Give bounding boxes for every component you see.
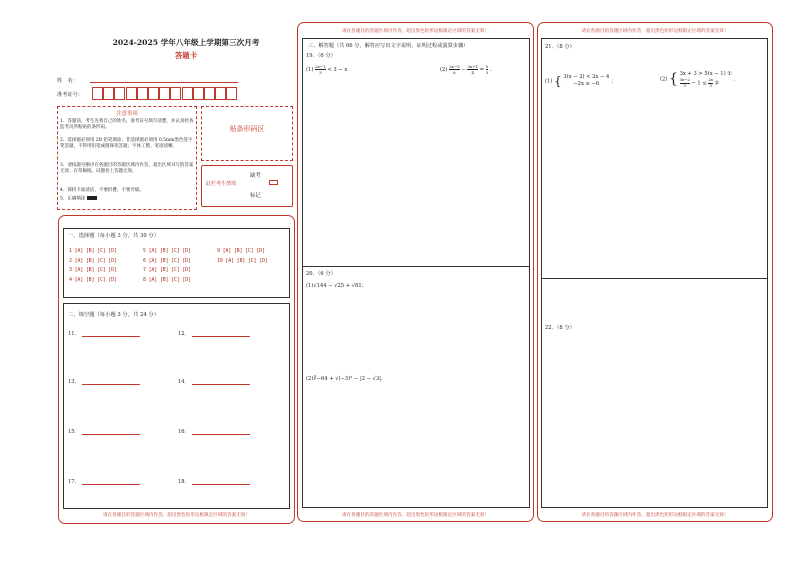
q19-part1	[306, 64, 347, 75]
q19-label: 19．（6 分）	[306, 53, 336, 59]
q19-p2-prefix: (2)	[440, 67, 448, 73]
section2-frame	[63, 303, 290, 509]
q19-p2-equals: =	[479, 67, 485, 73]
exam-id-cell[interactable]	[226, 87, 237, 100]
absent-mark-box[interactable]	[269, 180, 278, 185]
notice-item-2: 2．选择题必须用 2B 铅笔填涂；非选择题必须用 0.5mm黑色签字笔答题，不得用铅笔或圆珠笔答题；字体工整、笔迹清晰。	[60, 138, 193, 150]
q21-p2-numerator-1: 3x−2	[679, 77, 690, 82]
q21-p2-line2	[680, 78, 732, 88]
absent-label-bottom: 标记	[250, 193, 261, 199]
fill-number: 13．	[68, 379, 80, 385]
q21-p2-fraction-1	[680, 78, 690, 88]
fill-answer-line[interactable]	[192, 434, 250, 435]
choice-row[interactable]: 4 [A] [B] [C] [D]	[69, 276, 117, 283]
name-label: 姓 名：	[57, 78, 78, 84]
fill-number: 17．	[68, 479, 80, 485]
section1-title: 一、选择题（每小题 3 分，共 30 分）	[68, 233, 160, 239]
fill-number: 11．	[68, 331, 80, 337]
q19-p1-fraction	[315, 64, 326, 75]
q20-part1: (1)√144 − √25 + √81；	[306, 283, 367, 289]
notice-item-4: 4．保持卡面清洁，不要折叠、不要弄破。	[60, 188, 144, 193]
exam-id-cell[interactable]	[182, 87, 193, 100]
choice-row[interactable]: 10 [A] [B] [C] [D]	[217, 257, 268, 264]
notice-item-5	[60, 196, 194, 203]
choice-row[interactable]: 9 [A] [B] [C] [D]	[217, 248, 265, 254]
q21-p2-denominator-2: 3	[709, 82, 712, 88]
q21-p2-end: .	[733, 76, 736, 83]
q21-p1-line2: −2x ≥ −6	[573, 81, 600, 87]
exam-id-cell[interactable]	[193, 87, 204, 100]
q19-p1-rest: < 3 − x	[327, 67, 348, 73]
choice-row[interactable]: 1 [A] [B] [C] [D]	[69, 248, 117, 254]
q21-p2-line2-end: ②	[714, 80, 720, 87]
q19-p2-minus: −	[461, 67, 466, 73]
q20-part2: (2)∛−64 + √(−3)² − |2 − √3|.	[306, 376, 383, 382]
warning-col2-bottom: 请在各题目的答题区域内作答，超出黑色矩形边框限定区域的答案无效！	[341, 513, 489, 518]
choice-row[interactable]: 2 [A] [B] [C] [D]	[69, 257, 117, 264]
q21-p2-denominator-1: 3	[683, 82, 686, 88]
fill-answer-line[interactable]	[82, 384, 140, 385]
exam-title: 2024-2025 学年八年级上学期第三次月考	[112, 38, 260, 47]
q19-p2-fraction-2	[467, 64, 478, 75]
q19-p2-numerator-1: 2x−5	[449, 64, 460, 69]
fill-number: 12．	[178, 331, 190, 337]
q21-p2-fraction-2	[708, 78, 713, 88]
q19-p2-numerator-2: 3x+1	[467, 64, 479, 69]
q21-p2-brace: {	[669, 71, 678, 87]
q21-p1-brace: {	[554, 74, 562, 88]
q19-part2	[440, 64, 492, 75]
q19-p2-fraction-1	[449, 64, 460, 75]
fill-number: 16．	[178, 429, 190, 435]
q21-q22-divider	[541, 278, 768, 279]
q21-p2-system	[680, 70, 732, 88]
exam-id-label: 准考证号：	[57, 92, 83, 98]
q19-p1-denominator: 3	[319, 70, 322, 75]
q22-label: 22．（8 分）	[545, 325, 575, 331]
q19-p2-denominator-2: 4	[471, 70, 475, 75]
q21-p2-prefix: (2)	[660, 76, 668, 83]
exam-id-cell[interactable]	[103, 87, 114, 100]
q21-part1	[545, 74, 616, 88]
choice-row[interactable]: 3 [A] [B] [C] [D]	[69, 267, 117, 274]
choice-row[interactable]: 8 [A] [B] [C] [D]	[143, 276, 191, 283]
warning-col2-top: 请在各题目的答题区域内作答，超出黑色矩形边框限定区域的答案无效！	[341, 29, 489, 34]
answer-sheet-subtitle: 答题卡	[174, 51, 198, 60]
exam-id-cell[interactable]	[148, 87, 159, 100]
filled-sample-mark	[87, 196, 97, 200]
fill-answer-line[interactable]	[192, 336, 250, 337]
choice-row[interactable]: 7 [A] [B] [C] [D]	[143, 267, 191, 274]
exam-id-cell[interactable]	[114, 87, 125, 100]
choice-row[interactable]: 5 [A] [B] [C] [D]	[143, 248, 191, 254]
barcode-label: 贴条形码区	[229, 125, 265, 133]
q21-part2	[660, 70, 735, 88]
fill-number: 14．	[178, 379, 190, 385]
exam-id-cell[interactable]	[215, 87, 226, 100]
fill-answer-line[interactable]	[82, 336, 140, 337]
notice-item-5-text: 5．正确填涂	[60, 196, 86, 202]
q19-p2-end: .	[489, 67, 492, 73]
choice-row[interactable]: 6 [A] [B] [C] [D]	[143, 257, 191, 264]
q19-p2-fraction-3	[486, 64, 489, 75]
q19-p1-prefix: (1)	[306, 67, 314, 73]
exam-id-cell[interactable]	[126, 87, 137, 100]
q19-p2-numerator-3: 5	[485, 64, 489, 69]
column2-inner-frame	[302, 38, 530, 508]
q21-p1-line1: 3(x − 2) < 2x − 4	[563, 74, 610, 80]
fill-answer-line[interactable]	[192, 484, 250, 485]
q21-label: 21．（8 分）	[545, 44, 575, 50]
warning-col3-top: 请在各题目的答题区域内作答，超出黑色矩形边框限定区域的答案无效！	[581, 29, 729, 34]
exam-id-cell[interactable]	[204, 87, 215, 100]
section3-title: 三、解答题（共 66 分，解答应写出文字说明，证明过程或演算步骤）	[308, 43, 469, 49]
column3-inner-frame	[541, 38, 768, 508]
q19-p2-denominator-3: 3	[485, 70, 489, 75]
warning-col3-bottom: 请在各题目的答题区域内作答，超出黑色矩形边框限定区域的答案无效！	[581, 513, 729, 518]
q21-p1-end: ；	[611, 78, 617, 85]
q21-p1-system	[563, 74, 609, 88]
notice-item-3: 3．请按题号顺序在各题目的答题区域内作答，超出区域书写的答案无效；在草稿纸、试题卷上答题无效。	[60, 163, 194, 175]
q21-p2-line1: 3x + 3 > 5(x − 1) ①	[679, 71, 732, 77]
exam-id-cell[interactable]	[170, 87, 181, 100]
exam-id-cell[interactable]	[137, 87, 148, 100]
exam-id-cell[interactable]	[159, 87, 170, 100]
fill-number: 18．	[178, 479, 190, 485]
fill-answer-line[interactable]	[82, 484, 140, 485]
q19-p2-denominator-1: 6	[453, 70, 456, 75]
warning-col1: 请在各题目的答题区域内作答，超出黑色矩形边框限定区域的答案无效！	[102, 513, 250, 518]
absent-hint: 此栏考生禁填	[206, 181, 237, 187]
fill-answer-line[interactable]	[192, 384, 250, 385]
absent-label-top: 缺考	[250, 173, 261, 179]
section2-title: 二、填空题（每小题 3 分，共 24 分）	[68, 312, 160, 318]
q21-p1-prefix: (1)	[545, 78, 553, 85]
q19-p1-numerator: 2x−1	[315, 64, 326, 69]
name-field[interactable]	[90, 82, 238, 83]
exam-id-cell[interactable]	[92, 87, 103, 100]
notice-title: 注意事项	[116, 111, 138, 117]
fill-number: 15．	[68, 429, 80, 435]
q20-label: 20．（6 分）	[306, 271, 336, 277]
notice-item-1: 1．答题前，考生先将自己的姓名，准考证号填写清楚，并认真检查监考员所粘贴的条形码。	[60, 119, 194, 131]
q21-p2-numerator-2: 2x	[708, 77, 713, 82]
fill-answer-line[interactable]	[82, 434, 140, 435]
q19-q20-divider	[302, 266, 530, 267]
q21-p2-mid: − 1 ≤	[691, 80, 707, 87]
